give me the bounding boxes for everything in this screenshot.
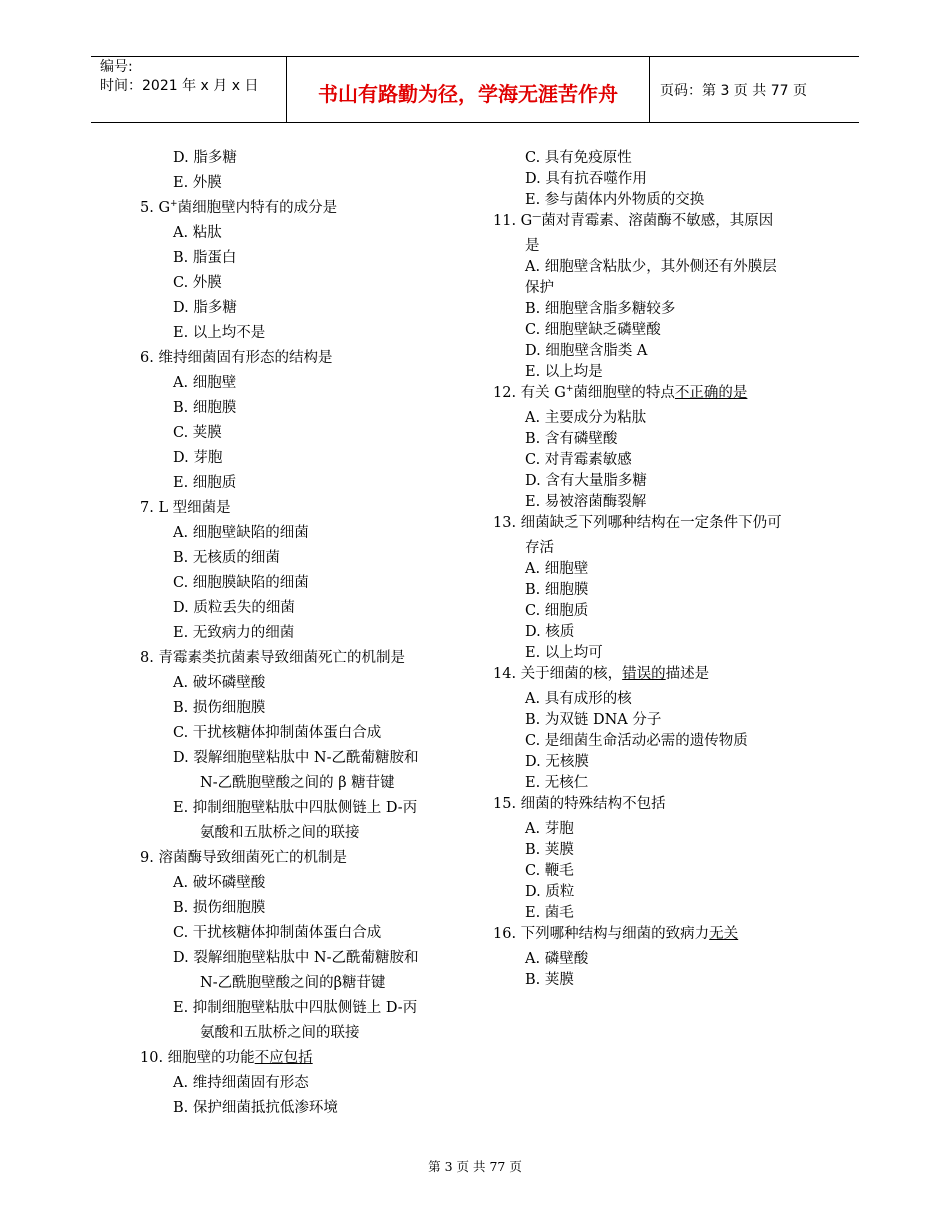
option: A. 细胞壁含粘肽少，其外侧还有外膜层 — [525, 259, 777, 275]
option: C. 细胞壁缺乏磷壁酸 — [525, 322, 661, 338]
option: D. 裂解细胞壁粘肽中 N-乙酰葡糖胺和 — [173, 750, 419, 766]
option: D. 脂多糖 — [173, 150, 237, 166]
option: B. 细胞膜 — [173, 400, 237, 416]
option: C. 荚膜 — [173, 425, 222, 441]
right-column — [493, 146, 823, 989]
question-9: 9. 溶菌酶导致细菌死亡的机制是 — [140, 850, 347, 866]
option: B. 细胞膜 — [525, 582, 589, 598]
option: A. 破坏磷壁酸 — [173, 875, 266, 891]
question-continuation: 存活 — [525, 540, 554, 556]
option: A. 细胞壁缺陷的细菌 — [173, 525, 309, 541]
option: A. 细胞壁 — [525, 561, 589, 577]
option: C. 对青霉素敏感 — [525, 452, 632, 468]
question-10: 10. 细胞壁的功能不应包括 — [140, 1050, 313, 1066]
option: C. 干扰核糖体抑制菌体蛋白合成 — [173, 725, 382, 741]
option: A. 主要成分为粘肽 — [525, 410, 647, 426]
option: E. 易被溶菌酶裂解 — [525, 494, 647, 510]
option: E. 外膜 — [173, 175, 222, 191]
option-continuation: N-乙酰胞壁酸之间的 β 糖苷键 — [200, 775, 395, 791]
header-divider — [649, 57, 650, 123]
option: B. 无核质的细菌 — [173, 550, 280, 566]
question-7: 7. L 型细菌是 — [140, 500, 231, 516]
option: E. 以上均不是 — [173, 325, 266, 341]
question-11: 11. G—菌对青霉素、溶菌酶不敏感，其原因 — [493, 212, 774, 229]
option: A. 芽胞 — [525, 821, 574, 837]
header-page-info: 页码：第 3 页 共 77 页 — [660, 83, 807, 99]
question-14: 14. 关于细菌的核，错误的描述是 — [493, 666, 710, 682]
option: B. 荚膜 — [525, 842, 574, 858]
option: C. 外膜 — [173, 275, 222, 291]
option: E. 无致病力的细菌 — [173, 625, 295, 641]
option-continuation: 保护 — [525, 280, 554, 296]
left-column — [140, 146, 470, 1121]
question-12: 12. 有关 G+菌细胞壁的特点不正确的是 — [493, 384, 748, 401]
option: D. 核质 — [525, 624, 575, 640]
header-meta — [100, 58, 258, 96]
option: A. 维持细菌固有形态 — [173, 1075, 309, 1091]
question-8: 8. 青霉素类抗菌素导致细菌死亡的机制是 — [140, 650, 405, 666]
option: B. 损伤细胞膜 — [173, 700, 266, 716]
question-5: 5. G+菌细胞壁内特有的成分是 — [140, 199, 338, 216]
option: D. 含有大量脂多糖 — [525, 473, 647, 489]
header-motto: 书山有路勤为径，学海无涯苦作舟 — [318, 82, 618, 106]
option: E. 抑制细胞壁粘肽中四肽侧链上 D-丙 — [173, 800, 418, 816]
option: D. 芽胞 — [173, 450, 223, 466]
question-continuation: 是 — [525, 238, 540, 254]
option-continuation: 氨酸和五肽桥之间的联接 — [200, 825, 360, 841]
option: D. 具有抗吞噬作用 — [525, 171, 647, 187]
option: B. 为双链 DNA 分子 — [525, 712, 662, 728]
page-footer: 第 3 页 共 77 页 — [428, 1159, 522, 1174]
question-13: 13. 细菌缺乏下列哪种结构在一定条件下仍可 — [493, 515, 782, 531]
option: E. 以上均可 — [525, 645, 603, 661]
option: B. 损伤细胞膜 — [173, 900, 266, 916]
option: B. 保护细菌抵抗低渗环境 — [173, 1100, 338, 1116]
option: E. 细胞质 — [173, 475, 237, 491]
option: E. 菌毛 — [525, 905, 574, 921]
option: D. 细胞壁含脂类 A — [525, 343, 648, 359]
number-label: 编号: — [100, 59, 133, 75]
option: C. 鞭毛 — [525, 863, 574, 879]
option: B. 细胞壁含脂多糖较多 — [525, 301, 676, 317]
question-6: 6. 维持细菌固有形态的结构是 — [140, 350, 333, 366]
option: B. 荚膜 — [525, 972, 574, 988]
question-16: 16. 下列哪种结构与细菌的致病力无关 — [493, 926, 739, 942]
header-top-rule — [91, 56, 859, 57]
question-15: 15. 细菌的特殊结构不包括 — [493, 796, 666, 812]
option: E. 以上均是 — [525, 364, 603, 380]
header-bottom-rule — [91, 122, 859, 123]
option: E. 参与菌体内外物质的交换 — [525, 192, 705, 208]
option: C. 具有免疫原性 — [525, 150, 632, 166]
option: C. 干扰核糖体抑制菌体蛋白合成 — [173, 925, 382, 941]
option: E. 抑制细胞壁粘肽中四肽侧链上 D-丙 — [173, 1000, 418, 1016]
option: C. 细胞质 — [525, 603, 589, 619]
option: A. 具有成形的核 — [525, 691, 632, 707]
option: A. 细胞壁 — [173, 375, 237, 391]
option: D. 无核膜 — [525, 754, 589, 770]
option: C. 细胞膜缺陷的细菌 — [173, 575, 309, 591]
option: D. 裂解细胞壁粘肽中 N-乙酰葡糖胺和 — [173, 950, 419, 966]
option: D. 质粒丢失的细菌 — [173, 600, 295, 616]
option: C. 是细菌生命活动必需的遗传物质 — [525, 733, 748, 749]
option: B. 含有磷壁酸 — [525, 431, 618, 447]
option: B. 脂蛋白 — [173, 250, 237, 266]
option: E. 无核仁 — [525, 775, 589, 791]
option: A. 粘肽 — [173, 225, 222, 241]
option-continuation: 氨酸和五肽桥之间的联接 — [200, 1025, 360, 1041]
option: A. 磷壁酸 — [525, 951, 589, 967]
option-continuation: N-乙酰胞壁酸之间的β糖苷键 — [200, 975, 386, 991]
option: D. 质粒 — [525, 884, 575, 900]
option: A. 破坏磷壁酸 — [173, 675, 266, 691]
time-label: 时间：2021 年 x 月 x 日 — [100, 78, 259, 94]
option: D. 脂多糖 — [173, 300, 237, 316]
